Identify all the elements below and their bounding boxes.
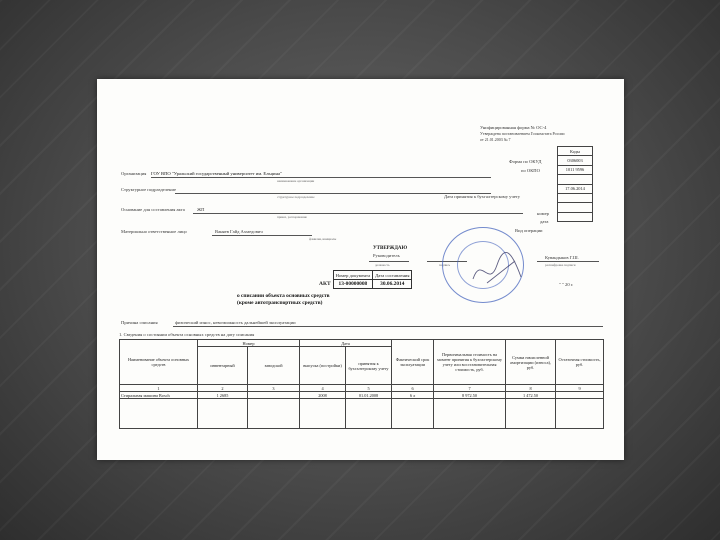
org-underline bbox=[151, 177, 491, 178]
reason-value: физический износ, невозможность дальнейшей эксплуатации bbox=[175, 320, 296, 325]
act-number-header: Номер документа bbox=[333, 271, 372, 280]
form-header-line1: Унифицированная форма № ОС-4 bbox=[480, 125, 547, 130]
reason-label: Причина списания bbox=[121, 320, 158, 325]
cell-life: 6 л bbox=[392, 392, 434, 399]
act-date: 30.06.2014 bbox=[373, 280, 412, 289]
division-underline bbox=[175, 193, 491, 194]
division-label: Структурное подразделение bbox=[121, 187, 177, 192]
th-inventory: инвентарный bbox=[198, 347, 248, 385]
act-title2: (кроме автотранспортных средств) bbox=[237, 300, 323, 306]
org-label: Организация bbox=[121, 171, 147, 176]
approve-role: Руководитель bbox=[373, 253, 400, 258]
basis-underline bbox=[193, 213, 523, 214]
act-number-table bbox=[317, 270, 412, 289]
date-accepted-label: Дата принятия к бухгалтерскому учету bbox=[444, 194, 521, 199]
act-date-header: Дата составления bbox=[373, 271, 412, 280]
date-accepted-value: 17.06.2014 bbox=[558, 184, 593, 193]
th-name: Наименование объекта основных средств bbox=[120, 340, 198, 385]
okud-value: 0306003 bbox=[558, 156, 593, 165]
approve-name: Кувандыков Г.Ш. bbox=[545, 255, 579, 260]
responsible-underline bbox=[212, 235, 312, 236]
cell-issue: 2008 bbox=[300, 392, 346, 399]
optype-label: Вид операции bbox=[515, 228, 543, 233]
cell-serial bbox=[248, 392, 300, 399]
basis-caption: приказ, распоряжение bbox=[277, 215, 307, 219]
number-label: номер bbox=[537, 211, 549, 216]
th-service-life: Фактический срок эксплуатации bbox=[392, 340, 434, 385]
act-label: АКТ bbox=[319, 281, 331, 287]
org-caption: наименование организации bbox=[277, 179, 315, 183]
col-number: 6 bbox=[392, 385, 434, 392]
approve-position-line bbox=[369, 261, 409, 262]
basis-value: ЖП bbox=[197, 207, 205, 212]
cell-depreciation: 1 472.50 bbox=[506, 392, 556, 399]
cell-name: Стиральная машина Bosch bbox=[120, 392, 198, 399]
approve-position-caption: должность bbox=[375, 263, 390, 267]
optype-value bbox=[558, 212, 593, 221]
approve-signature-caption: подпись bbox=[439, 263, 451, 267]
assets-table bbox=[119, 339, 604, 429]
reason-underline bbox=[173, 326, 603, 327]
th-depreciation: Сумма начисленной амортизации (износа), руб. bbox=[506, 340, 556, 385]
number-value bbox=[558, 193, 593, 202]
cell-residual bbox=[556, 392, 604, 399]
blank-code bbox=[558, 175, 593, 184]
th-initial-cost: Первоначальная стоимость на момент принятия к бухгалтерскому учету или восстановительная стоимость, руб. bbox=[434, 340, 506, 385]
signature-scribble bbox=[469, 249, 529, 291]
org-value: ГОУ ВПО "Уральский государственный университет им. Ельцина" bbox=[151, 171, 282, 176]
th-issue-date: выпуска (постройки) bbox=[300, 347, 346, 385]
form-header-line2: Утверждена постановлением Госкомстата России bbox=[480, 131, 565, 136]
responsible-value: Ваняев Гайд Ахмедович bbox=[215, 229, 263, 234]
th-accept-date: принятия к бухгалтерскому учету bbox=[346, 347, 392, 385]
col-number: 3 bbox=[248, 385, 300, 392]
approve-title: УТВЕРЖДАЮ bbox=[373, 246, 408, 251]
okud-label: Форма по ОКУД bbox=[509, 159, 542, 164]
responsible-caption: фамилия, инициалы bbox=[309, 237, 337, 241]
cell-initial: 8 972.50 bbox=[434, 392, 506, 399]
approve-name-caption: расшифровка подписи bbox=[545, 263, 576, 267]
col-number: 9 bbox=[556, 385, 604, 392]
section1-title: 1. Сведения о состоянии объекта основных средств на дату списания bbox=[119, 332, 255, 337]
responsible-label: Материально ответственное лицо bbox=[121, 229, 187, 234]
scanned-document bbox=[97, 79, 624, 460]
table-row bbox=[120, 392, 604, 399]
col-number: 5 bbox=[346, 385, 392, 392]
division-caption: структурное подразделение bbox=[277, 195, 315, 199]
act-title1: о списании объекта основных средств bbox=[237, 293, 330, 299]
col-number: 7 bbox=[434, 385, 506, 392]
th-group-date: Дата bbox=[300, 340, 392, 347]
codes-header: Коды bbox=[558, 147, 593, 156]
okpo-value: 1011 9596 bbox=[558, 165, 593, 174]
date2-label: дата bbox=[540, 219, 549, 224]
basis-label: Основание для составления акта bbox=[121, 207, 185, 212]
col-number: 2 bbox=[198, 385, 248, 392]
cell-accept: 01.01.2008 bbox=[346, 392, 392, 399]
approve-date: " " 20 г. bbox=[559, 282, 574, 287]
table-row-empty bbox=[120, 399, 604, 429]
col-number: 1 bbox=[120, 385, 198, 392]
th-residual: Остаточная стоимость, руб. bbox=[556, 340, 604, 385]
approve-name-line bbox=[537, 261, 599, 262]
col-number: 8 bbox=[506, 385, 556, 392]
th-group-number: Номер bbox=[198, 340, 300, 347]
form-header-line3: от 21.01.2003 № 7 bbox=[480, 137, 511, 142]
cell-inventory: 1 2685 bbox=[198, 392, 248, 399]
okpo-label: по ОКПО bbox=[521, 168, 540, 173]
codes-table bbox=[557, 146, 593, 222]
act-number: 13-00000008 bbox=[333, 280, 372, 289]
col-number: 4 bbox=[300, 385, 346, 392]
date2-value bbox=[558, 203, 593, 212]
th-serial: заводской bbox=[248, 347, 300, 385]
